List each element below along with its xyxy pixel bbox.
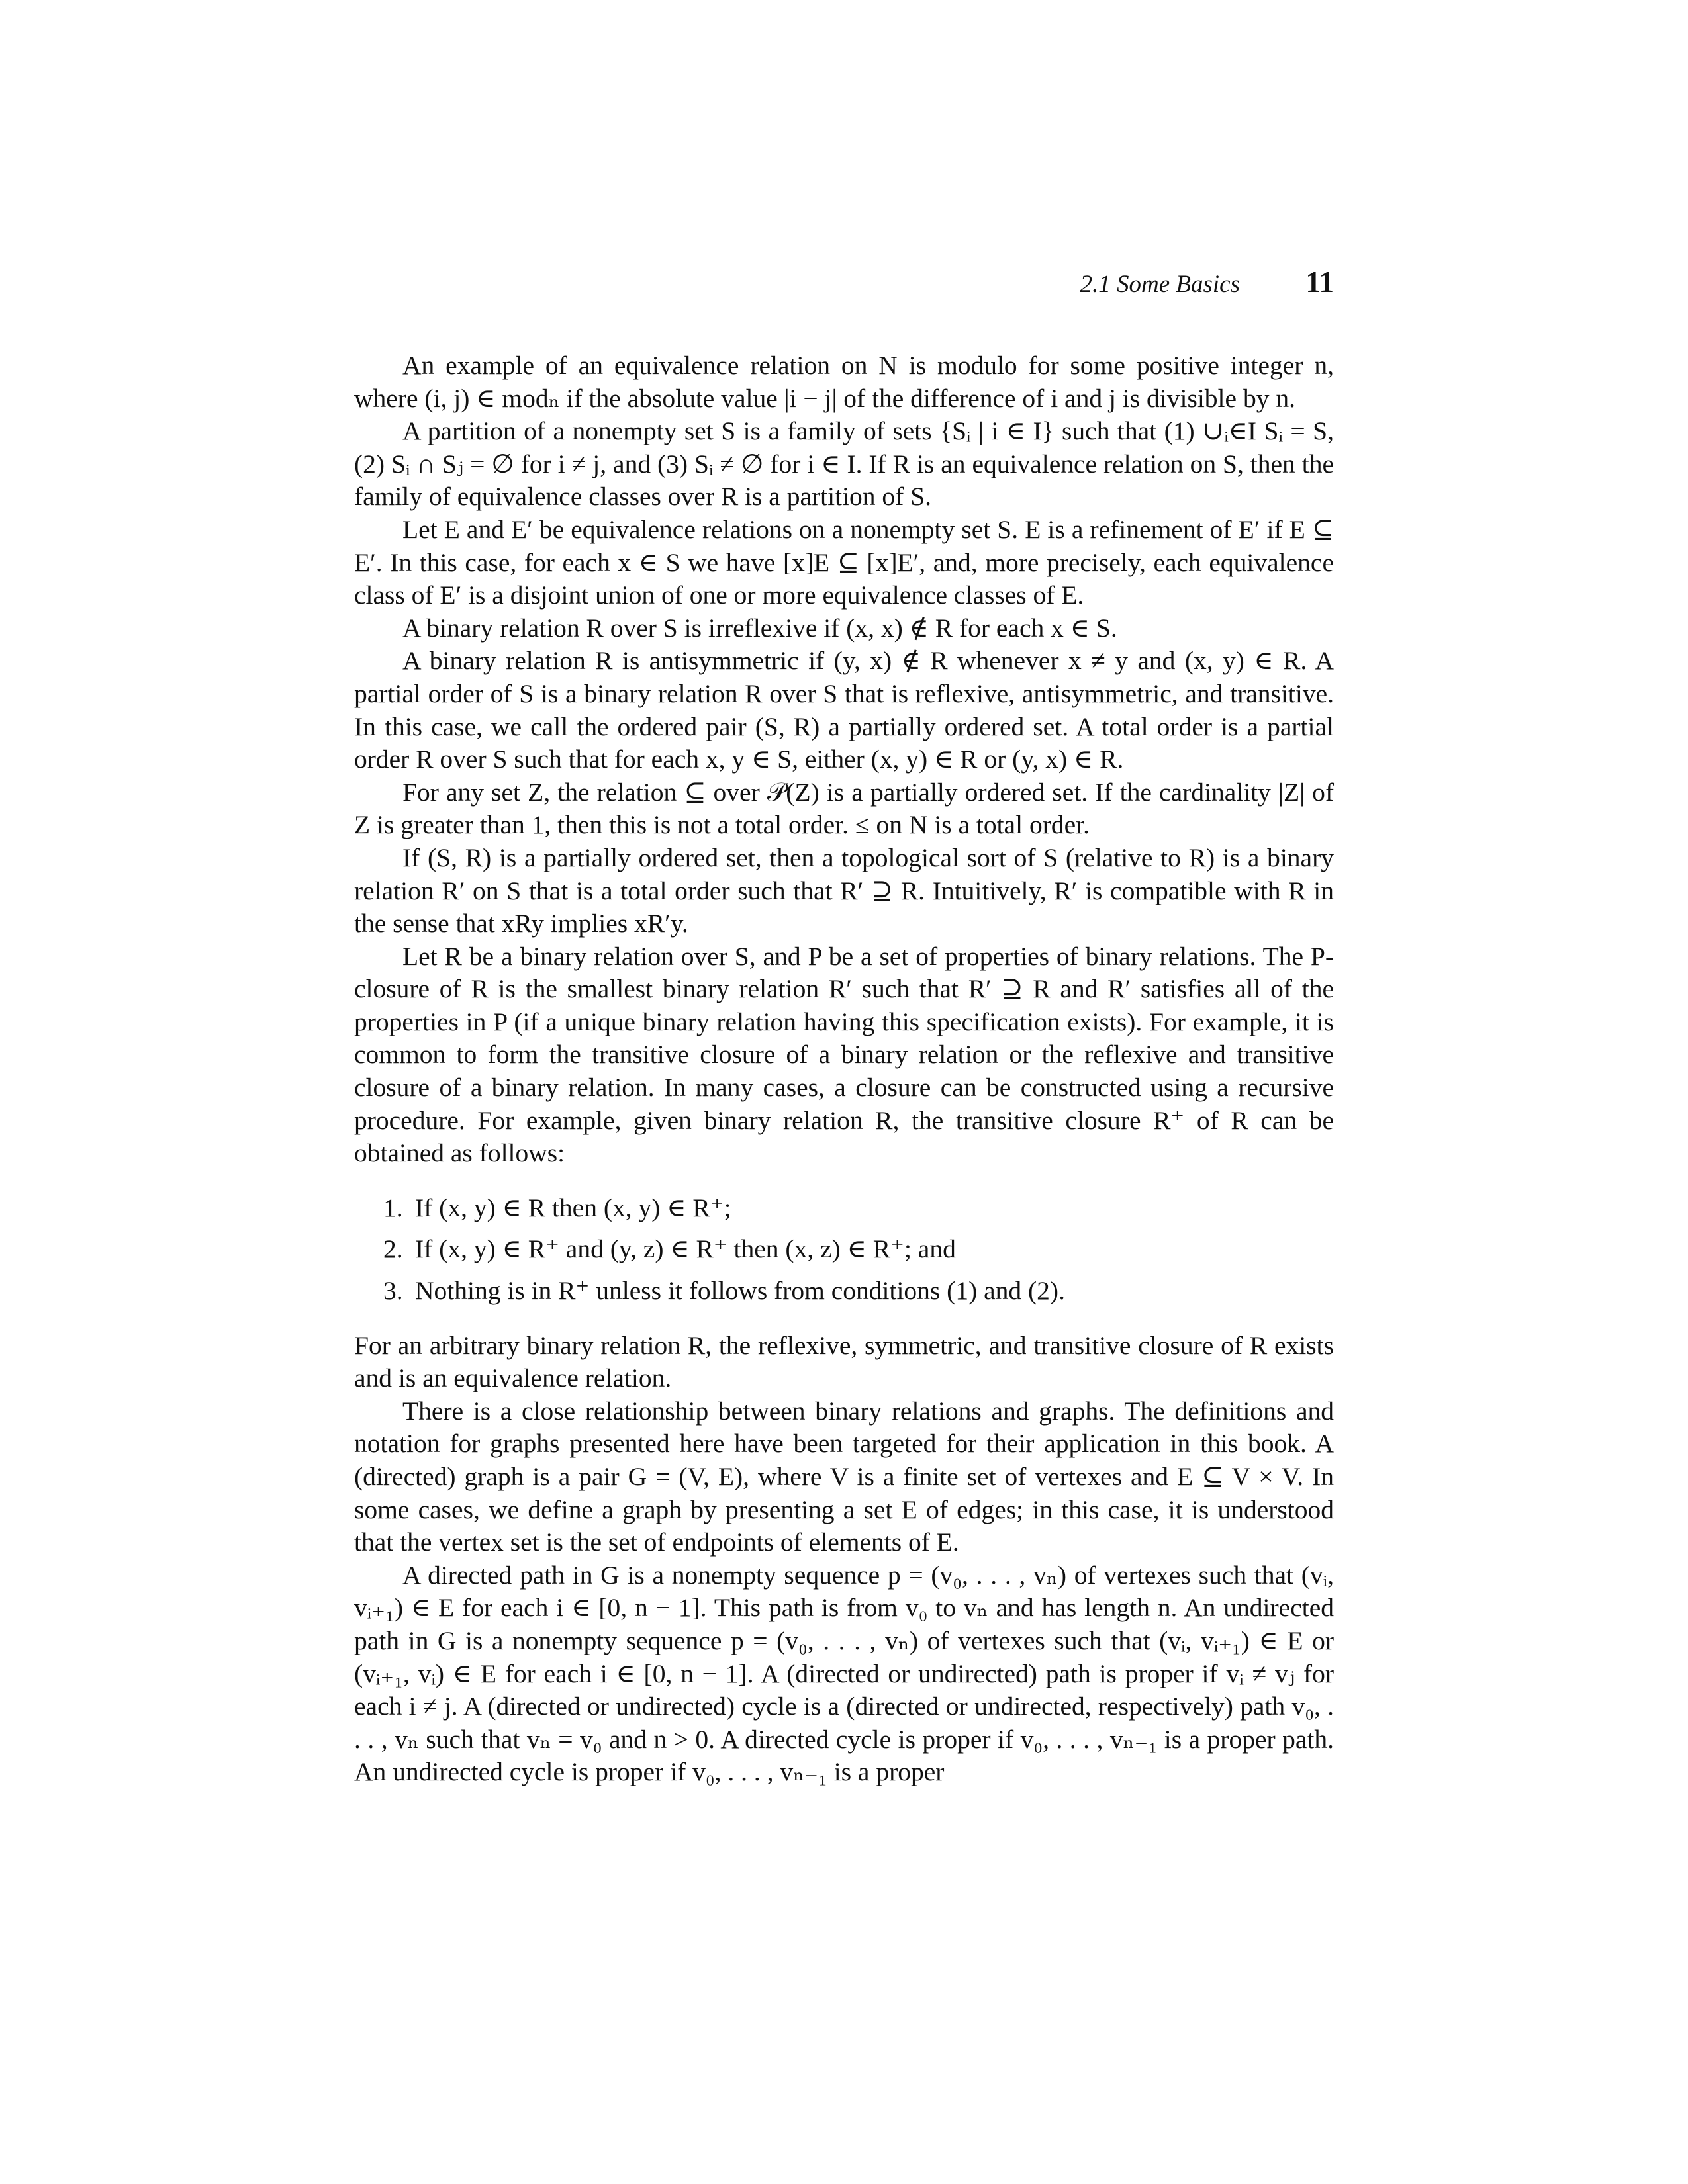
closure-steps-list bbox=[354, 1192, 1334, 1308]
paragraph-subset-order: For any set Z, the relation ⊆ over 𝒫(Z) is a partially ordered set. If the cardinality |Z| of Z is greater than 1, then this is not a total order. ≤ on N is a total order. bbox=[354, 777, 1334, 840]
list-item bbox=[383, 1233, 1334, 1266]
list-item bbox=[383, 1275, 1334, 1308]
page-number: 11 bbox=[1305, 265, 1334, 298]
list-item-text: If (x, y) ∈ R then (x, y) ∈ R⁺; bbox=[415, 1193, 731, 1222]
paragraph-refinement: Let E and E′ be equivalence relations on a nonempty set S. E is a refinement of E′ if E ⊆ E′. In this case, for each x ∈ S we have [x]E ⊆ [x]E′, and, more precisely, each equivalence class of E′ is a disjoint union of one or more equivalence classes of E. bbox=[354, 514, 1334, 610]
paragraph-irreflexive: A binary relation R over S is irreflexive if (x, x) ∉ R for each x ∈ S. bbox=[402, 613, 1117, 643]
list-item-text: Nothing is in R⁺ unless it follows from conditions (1) and (2). bbox=[415, 1276, 1065, 1306]
paragraph-graphs: There is a close relationship between binary relations and graphs. The definitions and notation for graphs presented here have been targeted for their application in this book. A (directed) graph is a pair G = (V, E), where V is a finite set of vertexes and E ⊆ V × V. In some cases, we define a graph by presenting a set E of edges; in this case, it is understood that the vertex set is the set of endpoints of elements of E. bbox=[354, 1396, 1334, 1557]
list-item-number: 2. bbox=[383, 1234, 403, 1264]
body-text bbox=[354, 349, 1334, 1789]
list-item-text: If (x, y) ∈ R⁺ and (y, z) ∈ R⁺ then (x, z) ∈ R⁺; and bbox=[415, 1234, 956, 1264]
running-head bbox=[354, 265, 1334, 304]
paragraph-partition: A partition of a nonempty set S is a family of sets {Sᵢ | i ∈ I} such that (1) ∪ᵢ∈I Sᵢ = S, (2) Sᵢ ∩ Sⱼ = ∅ for i ≠ j, and (3) Sᵢ ≠ ∅ for i ∈ I. If R is an equivalence relation on S, then the family of equivalence classes over R is a partition of S. bbox=[354, 416, 1334, 512]
paragraph-partial-order: A binary relation R is antisymmetric if (y, x) ∉ R whenever x ≠ y and (x, y) ∈ R. A partial order of S is a binary relation R over S that is reflexive, antisymmetric, and transitive. In this case, we call the ordered pair (S, R) a partially ordered set. A total order is a partial order R over S such that for each x, y ∈ S, either (x, y) ∈ R or (y, x) ∈ R. bbox=[354, 646, 1334, 774]
paragraph-equivalence-closure: For an arbitrary binary relation R, the reflexive, symmetric, and transitive closure of R exists and is an equivalence relation. bbox=[354, 1330, 1334, 1393]
paragraph-closure: Let R be a binary relation over S, and P be a set of properties of binary relations. The P-closure of R is the smallest binary relation R′ such that R′ ⊇ R and R′ satisfies all of the properties in P (if a unique binary relation having this specification exists). For example, it is common to form the transitive closure of a binary relation or the reflexive and transitive closure of a binary relation. In many cases, a closure can be constructed using a recursive procedure. For example, given binary relation R, the transitive closure R⁺ of R can be obtained as follows: bbox=[354, 941, 1334, 1168]
list-item-number: 1. bbox=[383, 1193, 403, 1222]
section-title: 2.1 Some Basics bbox=[1080, 271, 1240, 298]
paragraph-paths-cycles: A directed path in G is a nonempty sequence p = (v₀, . . . , vₙ) of vertexes such that (vᵢ, vᵢ₊₁) ∈ E for each i ∈ [0, n − 1]. This path is from v₀ to vₙ and has length n. An undirected path in G is a nonempty sequence p = (v₀, . . . , vₙ) of vertexes such that (vᵢ, vᵢ₊₁) ∈ E or (vᵢ₊₁, vᵢ) ∈ E for each i ∈ [0, n − 1]. A (directed or undirected) path is proper if vᵢ ≠ vⱼ for each i ≠ j. A (directed or undirected) cycle is a (directed or undirected, respectively) path v₀, . . . , vₙ such that vₙ = v₀ and n > 0. A directed cycle is proper if v₀, . . . , vₙ₋₁ is a proper path. An undirected cycle is proper if v₀, . . . , vₙ₋₁ is a proper bbox=[354, 1560, 1334, 1787]
list-item bbox=[383, 1192, 1334, 1225]
list-item-number: 3. bbox=[383, 1276, 403, 1306]
paragraph-topological-sort: If (S, R) is a partially ordered set, then a topological sort of S (relative to R) is a binary relation R′ on S that is a total order such that R′ ⊇ R. Intuitively, R′ is compatible with R in the sense that xRy implies xR′y. bbox=[354, 842, 1334, 938]
paragraph-modulo: An example of an equivalence relation on N is modulo for some positive integer n, where (i, j) ∈ modₙ if the absolute value |i − j| of the difference of i and j is divisible by n. bbox=[354, 351, 1334, 413]
